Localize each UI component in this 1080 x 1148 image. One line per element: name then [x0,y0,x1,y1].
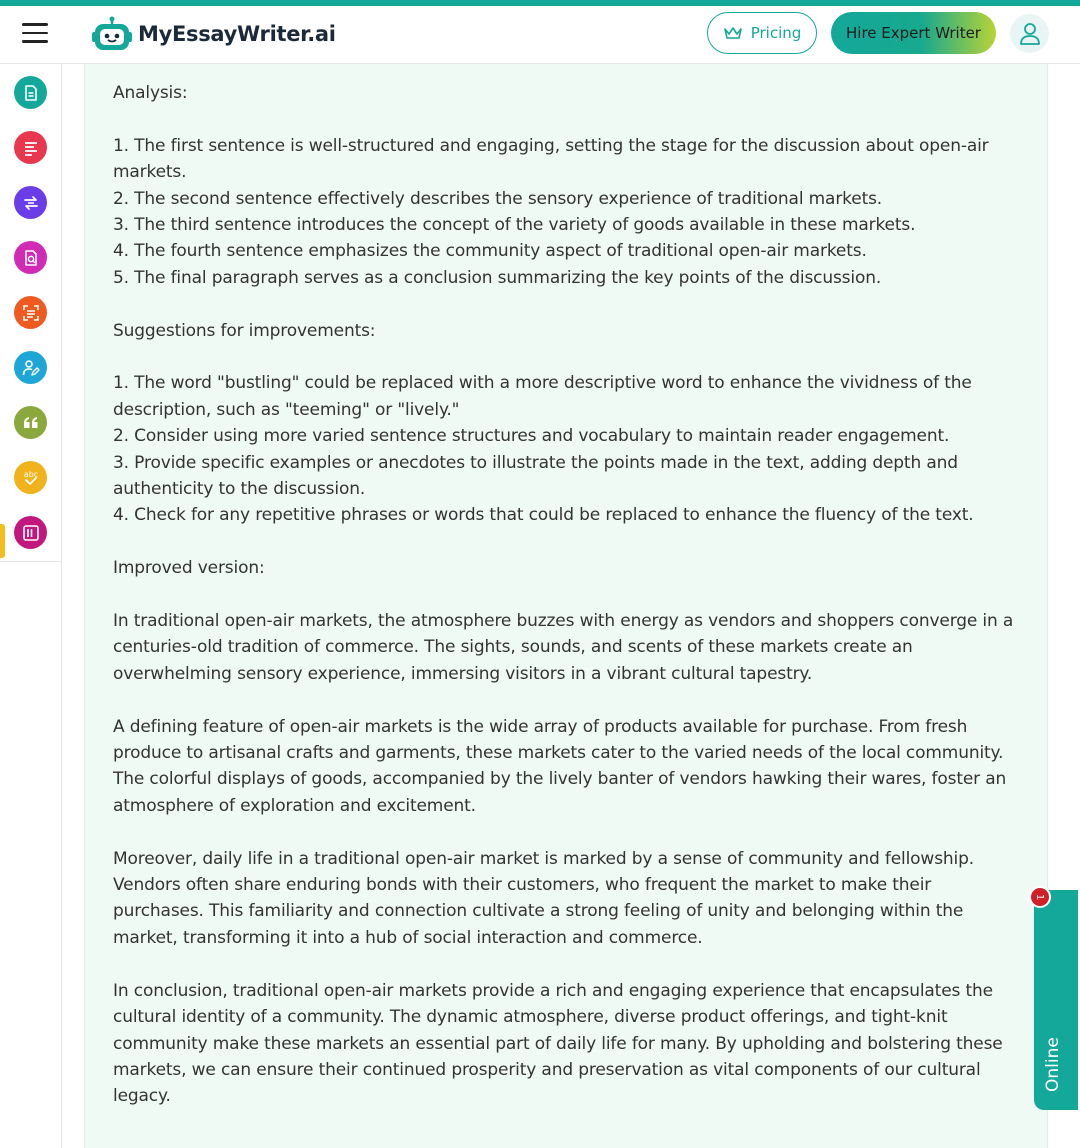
suggestion-item: 2. Consider using more varied sentence structures and vocabulary to maintain reader engagement. [113,426,950,447]
suggestion-item: 4. Check for any repetitive phrases or words that could be replaced to enhance the fluency of the text. [113,505,974,526]
sidebar-item-notebook[interactable] [14,516,47,549]
sidebar-item-plagiarism-checker[interactable] [14,241,47,274]
pricing-button[interactable] [707,12,817,54]
notebook-icon [22,524,40,542]
crown-icon [723,25,743,41]
scan-text-icon [22,304,40,322]
suggestion-item: 3. Provide specific examples or anecdotes to illustrate the points made in the text, adding depth and authenticity to the discussion. [113,452,958,500]
suggestions-heading: Suggestions for improvements: [113,320,376,341]
notification-badge: 1 [1029,886,1051,908]
sidebar-item-summarizer[interactable] [14,296,47,329]
abc-check-icon [20,467,42,489]
active-indicator [0,524,5,558]
quote-icon [22,414,40,432]
analysis-item: 3. The third sentence introduces the concept of the variety of goods available in these markets. [113,215,916,236]
analysis-item: 2. The second sentence effectively describes the sensory experience of traditional markets. [113,188,883,209]
user-icon [1019,22,1041,46]
user-account-button[interactable] [1010,14,1049,53]
pricing-label: Pricing [750,24,802,42]
improved-paragraph: In traditional open-air markets, the atmosphere buzzes with energy as vendors and shoppers converge in a centuries-old tradition of commerce. The sights, sounds, and scents of these markets create an overwhelming sensory experience, immersing visitors in a vibrant cultural tapestry. [113,611,1014,684]
online-label: Online [1043,1037,1063,1092]
hire-label: Hire Expert Writer [846,24,981,42]
text-lines-icon [22,139,40,157]
sidebar-item-paraphraser[interactable] [14,186,47,219]
result-text [113,80,1025,1110]
document-icon [22,84,40,102]
svg-text:abc: abc [23,469,38,479]
sidebar-item-ai-humanizer[interactable] [14,351,47,384]
improved-paragraph: In conclusion, traditional open-air markets provide a rich and engaging experience that encapsulates the cultural identity of a community. The dynamic atmosphere, diverse product offerings, and tight-knit community make these markets an essential part of daily life for many. By upholding and bolstering these markets, we can ensure their continued prosperity and preservation as vital components of our cultural legacy. [113,980,1003,1107]
tools-sidebar [0,64,62,562]
paraphrase-icon [22,194,40,212]
hire-expert-writer-button[interactable] [831,12,996,54]
sidebar-item-essay-writer[interactable] [14,76,47,109]
document-search-icon [22,249,40,267]
analysis-item: 5. The final paragraph serves as a conclusion summarizing the key points of the discussion. [113,267,882,288]
improved-paragraph: A defining feature of open-air markets is the wide array of products available for purchase. From fresh produce to artisanal crafts and garments, these markets cater to the varied needs of the local community. The colorful displays of goods, accompanied by the lively banter of vendors hawking their wares, foster an atmosphere of exploration and excitement. [113,716,1007,816]
improved-paragraph: Moreover, daily life in a traditional open-air market is marked by a sense of community and fellowship. Vendors often share enduring bonds with their customers, who frequent the market to make their purchases. This familiarity and connection cultivate a strong feeling of unity and belonging within the market, transforming it into a hub of social interaction and commerce. [113,848,974,948]
top-header [0,6,1080,64]
brand-logo[interactable] [92,14,336,54]
improved-heading: Improved version: [113,558,265,579]
analysis-item: 1. The first sentence is well-structured and engaging, setting the stage for the discussion about open-air markets. [113,135,989,183]
menu-icon[interactable] [22,23,48,45]
sidebar-item-text-tool[interactable] [14,131,47,164]
sidebar-divider [61,562,62,1148]
analysis-item: 4. The fourth sentence emphasizes the community aspect of traditional open-air markets. [113,241,867,262]
robot-logo-icon [92,16,132,52]
analysis-heading: Analysis: [113,83,188,103]
user-edit-icon [22,359,40,377]
brand-name: MyEssayWriter.ai [138,22,336,46]
sidebar-item-grammar-checker[interactable] [14,461,47,494]
suggestion-item: 1. The word "bustling" could be replaced with a more descriptive word to enhance the vividness of the description, such as "teeming" or "lively." [113,373,972,420]
sidebar-item-citation-generator[interactable] [14,406,47,439]
